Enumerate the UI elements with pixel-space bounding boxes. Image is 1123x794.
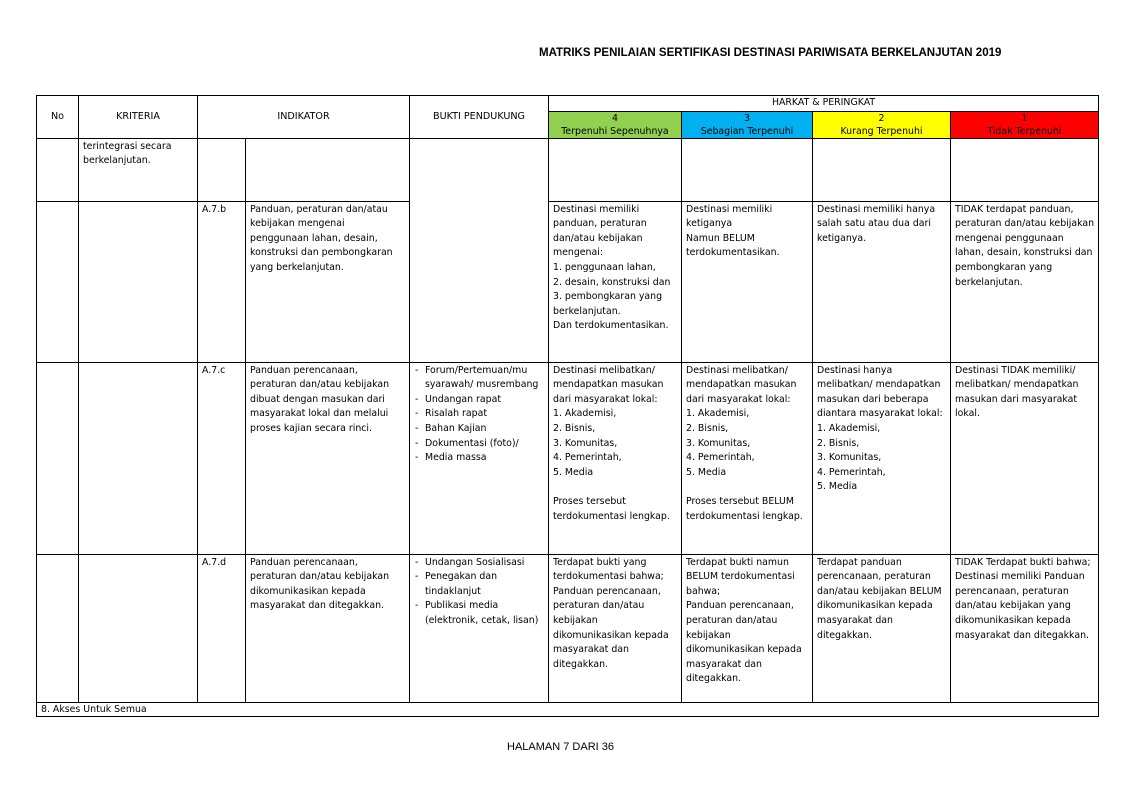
cell-grade-3 <box>682 138 813 201</box>
grade-1-number: 1 <box>1021 112 1028 124</box>
cell-grade-3: Destinasi memiliki ketiganya Namun BELUM terdokumentasikan. <box>682 201 813 362</box>
page-number: HALAMAN 7 DARI 36 <box>507 741 614 753</box>
header-harkat-peringkat: HARKAT & PERINGKAT <box>549 96 1099 112</box>
grade-3-number: 3 <box>744 112 750 124</box>
table-row <box>37 554 1099 702</box>
cell-grade-3: Terdapat bukti namun BELUM terdokumentasi bahwa; Panduan perencanaan, peraturan dan/atau kebijakan dikomunikasikan kepada masyarakat dan ditegakkan. <box>682 554 813 702</box>
grade-header-1 <box>951 111 1099 138</box>
cell-grade-1 <box>951 138 1099 201</box>
cell-indikator: Panduan perencanaan, peraturan dan/atau kebijakan dikomunikasikan kepada masyarakat dan ditegakkan. <box>246 554 410 702</box>
document-title: MATRIKS PENILAIAN SERTIFIKASI DESTINASI PARIWISATA BERKELANJUTAN 2019 <box>539 47 1002 59</box>
cell-kriteria <box>79 362 198 554</box>
grade-header-3 <box>682 111 813 138</box>
grade-header-2 <box>813 111 951 138</box>
cell-no <box>37 362 79 554</box>
section-footer-row <box>37 702 1099 716</box>
cell-indikator <box>246 138 410 201</box>
table-row <box>37 362 1099 554</box>
cell-code: A.7.b <box>198 201 246 362</box>
cell-grade-4: Destinasi melibatkan/ mendapatkan masukan dari masyarakat lokal: 1. Akademisi, 2. Bisnis, 3. Komunitas, 4. Pemerintah, 5. Media Proses tersebut terdokumentasi lengkap. <box>549 362 682 554</box>
cell-indikator: Panduan, peraturan dan/atau kebijakan mengenai penggunaan lahan, desain, konstruksi dan pembongkaran yang berkelanjutan. <box>246 201 410 362</box>
list-item: - Dokumentasi (foto)/ <box>425 437 544 452</box>
cell-code: A.7.c <box>198 362 246 554</box>
grade-4-number: 4 <box>612 112 618 124</box>
cell-bukti-merged <box>410 138 549 362</box>
list-item: - Undangan Sosialisasi <box>425 556 544 571</box>
section-title-akses-untuk-semua: 8. Akses Untuk Semua <box>37 702 1099 716</box>
cell-kriteria <box>79 201 198 362</box>
cell-grade-2 <box>813 138 951 201</box>
cell-grade-3: Destinasi melibatkan/ mendapatkan masukan dari masyarakat lokal: 1. Akademisi, 2. Bisnis, 3. Komunitas, 4. Pemerintah, 5. Media Proses tersebut BELUM terdokumentasi lengkap. <box>682 362 813 554</box>
cell-grade-2: Terdapat panduan perencanaan, peraturan dan/atau kebijakan BELUM dikomunikasikan kepada masyarakat dan ditegakkan. <box>813 554 951 702</box>
grade-header-4 <box>549 111 682 138</box>
header-no: No <box>37 96 79 139</box>
cell-no <box>37 201 79 362</box>
cell-grade-1: TIDAK terdapat panduan, peraturan dan/atau kebijakan mengenai penggunaan lahan, desain, konstruksi dan pembongkaran yang berkelanjutan. <box>951 201 1099 362</box>
grade-2-label: Kurang Terpenuhi <box>840 125 923 137</box>
cell-grade-4: Destinasi memiliki panduan, peraturan dan/atau kebijakan mengenai: 1. penggunaan lahan, 2. desain, konstruksi dan 3. pembongkaran yang berkelanjutan. Dan terdokumentasikan. <box>549 201 682 362</box>
cell-code: A.7.d <box>198 554 246 702</box>
cell-no <box>37 554 79 702</box>
cell-grade-4: Terdapat bukti yang terdokumentasi bahwa; Panduan perencanaan, peraturan dan/atau kebijakan dikomunikasikan kepada masyarakat dan ditegakkan. <box>549 554 682 702</box>
cell-no <box>37 138 79 201</box>
cell-grade-2: Destinasi memiliki hanya salah satu atau dua dari ketiganya. <box>813 201 951 362</box>
cell-kriteria-continuation: terintegrasi secara berkelanjutan. <box>79 138 198 201</box>
list-item: - Bahan Kajian <box>425 422 544 437</box>
assessment-matrix-table <box>36 95 1099 717</box>
cell-indikator: Panduan perencanaan, peraturan dan/atau kebijakan dibuat dengan masukan dari masyarakat lokal dan melalui proses kajian secara rinci. <box>246 362 410 554</box>
cell-grade-4 <box>549 138 682 201</box>
grade-4-label: Terpenuhi Sepenuhnya <box>561 125 669 137</box>
table-row <box>37 201 1099 362</box>
cell-bukti <box>410 362 549 554</box>
list-item: - Penegakan dan tindaklanjut <box>425 570 544 599</box>
cell-bukti <box>410 554 549 702</box>
cell-grade-2: Destinasi hanya melibatkan/ mendapatkan masukan dari beberapa diantara masyarakat lokal: 1. Akademisi, 2. Bisnis, 3. Komunitas, 4. Pemerintah, 5. Media <box>813 362 951 554</box>
cell-grade-1: Destinasi TIDAK memiliki/ melibatkan/ mendapatkan masukan dari masyarakat lokal. <box>951 362 1099 554</box>
cell-code <box>198 138 246 201</box>
grade-2-number: 2 <box>878 112 885 124</box>
list-item: - Forum/Pertemuan/mu syarawah/ musrembang <box>425 364 544 393</box>
grade-3-label: Sebagian Terpenuhi <box>700 125 794 137</box>
list-item: - Publikasi media (elektronik, cetak, lisan) <box>425 599 544 628</box>
table-row-continuation <box>37 138 1099 201</box>
bukti-list <box>414 556 544 629</box>
list-item: - Risalah rapat <box>425 407 544 422</box>
list-item: - Media massa <box>425 451 544 466</box>
header-kriteria: KRITERIA <box>79 96 198 139</box>
cell-grade-1: TIDAK Terdapat bukti bahwa; Destinasi memiliki Panduan perencanaan, peraturan dan/atau kebijakan yang dikomunikasikan kepada masyarakat dan ditegakkan. <box>951 554 1099 702</box>
grade-1-label: Tidak Terpenuhi <box>987 125 1062 137</box>
list-item: - Undangan rapat <box>425 393 544 408</box>
cell-kriteria <box>79 554 198 702</box>
header-indikator: INDIKATOR <box>198 96 410 139</box>
header-bukti-pendukung: BUKTI PENDUKUNG <box>410 96 549 139</box>
bukti-list <box>414 364 544 466</box>
